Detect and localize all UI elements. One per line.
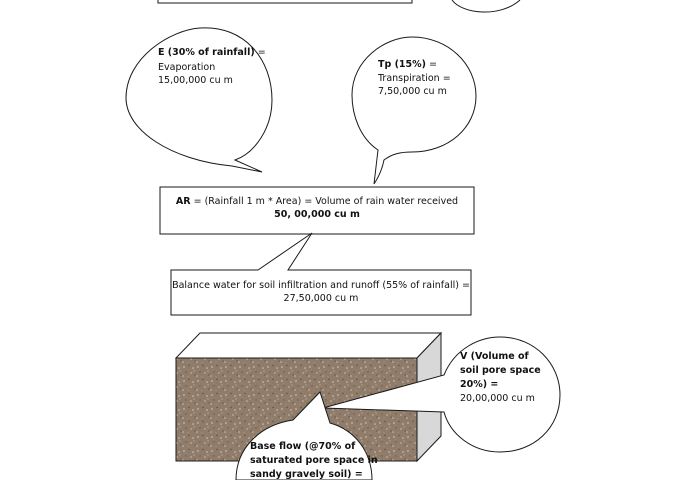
soil-block-top: [176, 333, 441, 358]
evaporation-label-bold: E (30% of rainfall): [158, 47, 255, 58]
transpiration-label-tail: =: [426, 59, 437, 70]
top-clipped-box: [158, 0, 412, 3]
top-clipped-bubble: [452, 0, 520, 12]
rainfall-label-bold: AR: [175, 196, 191, 207]
transpiration-label: [378, 58, 437, 71]
evaporation-name: Evaporation: [158, 62, 216, 73]
base-flow-line1: Base flow (@70% of: [250, 441, 356, 452]
pore-space-line2: soil pore space: [460, 365, 541, 376]
pore-space-value: 20,00,000 cu m: [460, 393, 535, 404]
base-flow-line3: sandy gravely soil) =: [250, 469, 363, 480]
evaporation-value: 15,00,000 cu m: [158, 75, 233, 86]
rainfall-label-tail: = (Rainfall 1 m * Area) = Volume of rain water received: [190, 196, 459, 207]
balance-line1: Balance water for soil infiltration and runoff (55% of rainfall) =: [172, 280, 470, 291]
pore-space-line1: V (Volume of: [460, 351, 529, 362]
pore-space-line3: 20%) =: [460, 379, 499, 390]
transpiration-name: Transpiration =: [378, 73, 451, 84]
rainfall-label: [160, 195, 474, 208]
transpiration-label-bold: Tp (15%): [378, 59, 427, 70]
transpiration-value: 7,50,000 cu m: [378, 86, 447, 97]
base-flow-line2: saturated pore space in: [250, 455, 378, 466]
rainfall-value: 50, 00,000 cu m: [274, 209, 360, 220]
balance-value: 27,50,000 cu m: [283, 293, 359, 304]
evaporation-label: [158, 46, 266, 59]
evaporation-label-tail: =: [254, 47, 266, 58]
